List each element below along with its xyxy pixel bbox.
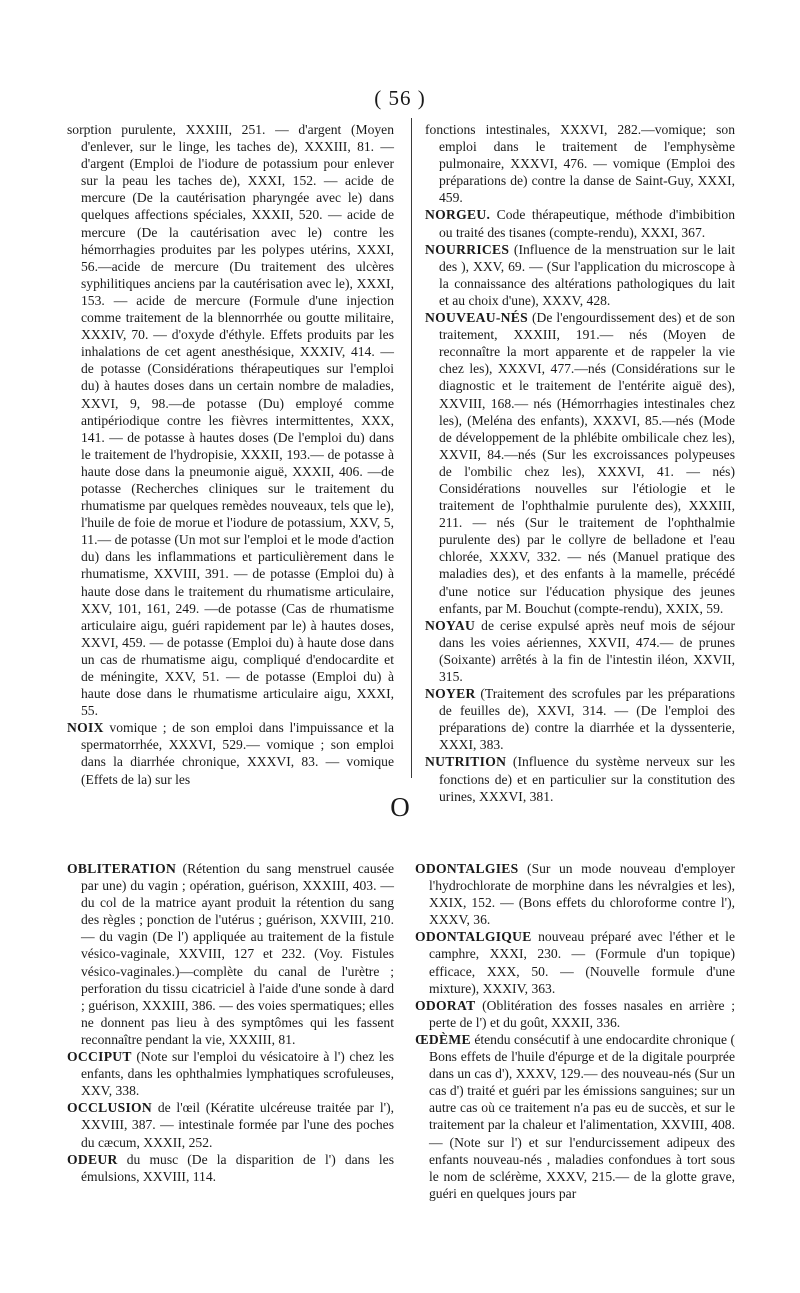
- index-entry: [67, 719, 394, 787]
- entry-heading: NORGEU.: [425, 207, 491, 223]
- entry-heading: OBLITERATION: [67, 861, 177, 876]
- index-entry: [425, 309, 735, 617]
- entry-heading: NOUVEAU-NÉS: [425, 310, 528, 326]
- entry-heading: NOIX: [67, 720, 104, 736]
- entry-text: (Traitement des scrofules par les préparations de feuilles de), XXVI, 314. — (De l'emploi des préparations de) contre la diarrhée et la dyssenterie, XXXI, 383.: [439, 686, 735, 753]
- index-entry: [67, 860, 394, 1048]
- entry-heading: ODEUR: [67, 1151, 118, 1167]
- entry-heading: ODONTALGIES: [415, 861, 519, 876]
- column-bottom-right: [415, 860, 735, 1202]
- entry-text: sorption purulente, XXXIII, 251. — d'argent (Moyen d'enlever, sur le linge, les taches de), XXXIII, 81. — d'argent (Emploi de l'iodure de potassium pour enlever sur la peau les taches de), XXXI, 152. — acide de mercure (De la cautérisation pharyngée avec le) dans quelques affections spéciales, XXXII, 520. — acide de mercure (De la cautérisation avec le) contre les hémorrhagies produites par les polypes utérins, XXXI, 56.—acide de mercure (Du traitement des ulcères syphilitiques anciens par la cautérisation avec le), XXXI, 153. — acide de mercure (Formule d'une injection comme traitement de la blennorrhée ou goutte militaire, XXXIV, 70. — d'oxyde d'éthyle. Effets produits par les inhalations de cet agent anesthésique, XXXIV, 414. — de potasse (Considérations thérapeutiques sur l'emploi du) à hautes doses dans un certain nombre de maladies, XXVI, 9, 98.—de potasse (Du) employé comme antipériodique contre les fièvres intermittentes, XXX, 141. — de potasse à hautes doses (De l'emploi du) dans le traitement de l'hydropisie, XXXII, 193.— de potasse à haute dose dans la pneumonie aiguë, XXXII, 406. —de potasse (Recherches cliniques sur le traitement du rhumatisme par quelques remèdes nouveaux, tels que le), l'huile de foie de morue et l'iodure de potassium, XXV, 5, 11.— de potasse (Un mot sur l'emploi et le mode d'action du) dans les inflammations et particulièrement dans le rhumatisme, XXVIII, 391. — de potasse (Emploi du) à haute dose dans le traitement du rhumatisme articulaire, XXV, 101, 161, 249. —de potasse (Cas de rhumatisme articulaire aigu, guéri rapidement par le) à hautes doses, XXVI, 459. — de potasse (Emploi du) à haute dose dans un cas de rhumatisme aigu, compliqué d'endocardite et de méningite, XXV, 51. — de potasse (Emploi du) à haute dose dans le rhumatisme articulaire aigu, XXXI, 55.: [67, 122, 394, 719]
- index-entry: [415, 997, 735, 1031]
- entry-heading: ODONTALGIQUE: [415, 929, 532, 945]
- page-number: ( 56 ): [374, 86, 426, 110]
- entry-text: (Influence du système nerveux sur les fonctions de) et en particulier sur la constitution des urines, XXXVI, 381.: [439, 754, 735, 804]
- entry-heading: OCCLUSION: [67, 1100, 153, 1116]
- entry-text: fonctions intestinales, XXXVI, 282.—vomique; son emploi dans le traitement de l'emphysème pulmonaire, XXXVI, 476. — vomique (Emploi des préparations de) contre la danse de Saint-Guy, XXXI, 459.: [425, 122, 735, 206]
- entry-text: (Rétention du sang menstruel causée par une) du vagin ; opération, guérison, XXXIII, 403. — du col de la matrice ayant produit la rétention du sang des règles ; ponction de l'utérus ; guérison, XXVIII, 210. — du vagin (De l') appliquée au traitement de la fistule vésico-vaginale, XXVIII, 127 et 232. (Voy. Fistules vésico-vaginales.)—complète du canal de l'urètre ; perforation du tissu cicatriciel à l'aide d'une sonde à dard ; guérison, XXXIII, 386. — des voies spermatiques; elles ne donnent pas lieu à des symptômes qui les fassent reconnaître pendant la vie, XXXIII, 81.: [81, 861, 394, 1047]
- entry-text: nouveau préparé avec l'éther et le camphre, XXXI, 230. — (Formule d'un topique) efficace, XXX, 50. — (Nouvelle formule d'une mixture), XXXIV, 363.: [429, 929, 735, 996]
- index-entry: [415, 928, 735, 996]
- index-entry: [425, 617, 735, 685]
- entry-text: (De l'engourdissement des) et de son traitement, XXXIII, 191.— nés (Moyen de reconnaître la mort apparente et de rappeler la vie chez les), XXXVI, 477.—nés (Considérations sur le diagnostic et le traitement de l'entérite aiguë des), XXVIII, 168.— nés (Hémorrhagies intestinales chez les), (Meléna des enfants), XXXVI, 85.—nés (Mode de développement de la phlébite ombilicale chez les), XXVII, 84.—nés (Sur les excroissances polypeuses de l'ombilic chez les), XXXVI, 41. — nés) Considérations nouvelles sur l'étiologie et le traitement de l'ophthalmie purulente des), XXXIII, 211. — nés (Sur le traitement de l'ophthalmie purulente des) par le collyre de belladone et l'eau chlorée, XXXV, 332. — nés (Manuel pratique des maladies des), et des enfants à la mamelle, précédé d'une notice sur l'éducation physique des jeunes enfants, par M. Bouchut (compte-rendu), XXIX, 59.: [439, 310, 735, 616]
- index-entry: [425, 685, 735, 753]
- entry-heading: NUTRITION: [425, 754, 507, 770]
- index-entry: [415, 860, 735, 928]
- column-top-left: [67, 121, 394, 788]
- entry-text: Code thérapeutique, méthode d'imbibition ou traité des tisanes (compte-rendu), XXXI, 367.: [439, 207, 735, 240]
- index-entry: [425, 121, 735, 206]
- index-entry: [415, 1031, 735, 1202]
- index-entry: [67, 1048, 394, 1099]
- column-bottom-left: [67, 860, 394, 1185]
- index-entry: [425, 206, 735, 240]
- entry-text: (Note sur l'emploi du vésicatoire à l') chez les enfants, dans les ophthalmies lymphatiques scrofuleuses, XXV, 338.: [81, 1049, 394, 1099]
- entry-text: de l'œil (Kératite ulcéreuse traitée par l'), XXVIII, 387. — intestinale formée par l'une des poches du cæcum, XXXII, 252.: [81, 1100, 394, 1150]
- index-entry: [67, 1099, 394, 1150]
- index-entry: [67, 121, 394, 719]
- section-letter: O: [390, 792, 410, 822]
- index-entry: [425, 241, 735, 309]
- entry-heading: NOURRICES: [425, 241, 510, 257]
- entry-heading: ŒDÈME: [415, 1031, 471, 1047]
- entry-text: du musc (De la disparition de l') dans les émulsions, XXVIII, 114.: [81, 1151, 394, 1184]
- entry-heading: NOYER: [425, 686, 476, 702]
- column-divider: [411, 118, 412, 778]
- entry-text: étendu consécutif à une endocardite chronique ( Bons effets de l'huile d'épurge et de la digitale pourprée dans un cas d'), XXXV, 129.— des nouveau-nés (Sur un cas d') traité et guéri par les émissions sanguines; sur un autre cas où ce traitement n'a pas eu de succès, et sur le traitement par la chaleur et l'alimentation, XXVIII, 408. — (Note sur l') et sur l'endurcissement adipeux des enfants nouveau-nés , maladies confondues à tort sous le nom de sclérème, XXXV, 215.— de la glotte grave, guéri en quelques jours par: [429, 1031, 735, 1201]
- entry-heading: NOYAU: [425, 617, 476, 633]
- entry-text: de cerise expulsé après neuf mois de séjour dans les voies aériennes, XXVII, 474.— de prunes (Soixante) arrêtés à la fin de l'intestin iléon, XXVII, 315.: [439, 617, 735, 684]
- entry-heading: OCCIPUT: [67, 1049, 132, 1065]
- entry-text: (Sur un mode nouveau d'employer l'hydrochlorate de morphine dans les névralgies et les), XXIX, 152. — (Bons effets du chloroforme contre l'), XXXV, 36.: [429, 861, 735, 928]
- entry-text: (Oblitération des fosses nasales en arrière ; perte de l') et du goût, XXXII, 336.: [429, 997, 735, 1030]
- index-entry: [67, 1151, 394, 1185]
- column-top-right: [425, 121, 735, 805]
- entry-text: (Influence de la menstruation sur le lait des ), XXV, 69. — (Sur l'application du microscope à la connaissance des altérations pathologiques du lait et au choix d'une), XXXV, 428.: [439, 241, 735, 308]
- entry-heading: ODORAT: [415, 997, 476, 1013]
- entry-text: vomique ; de son emploi dans l'impuissance et la spermatorrhée, XXXVI, 529.— vomique ; son emploi dans la diarrhée chronique, XXXVI, 83. — vomique (Effets de la) sur les: [81, 720, 394, 787]
